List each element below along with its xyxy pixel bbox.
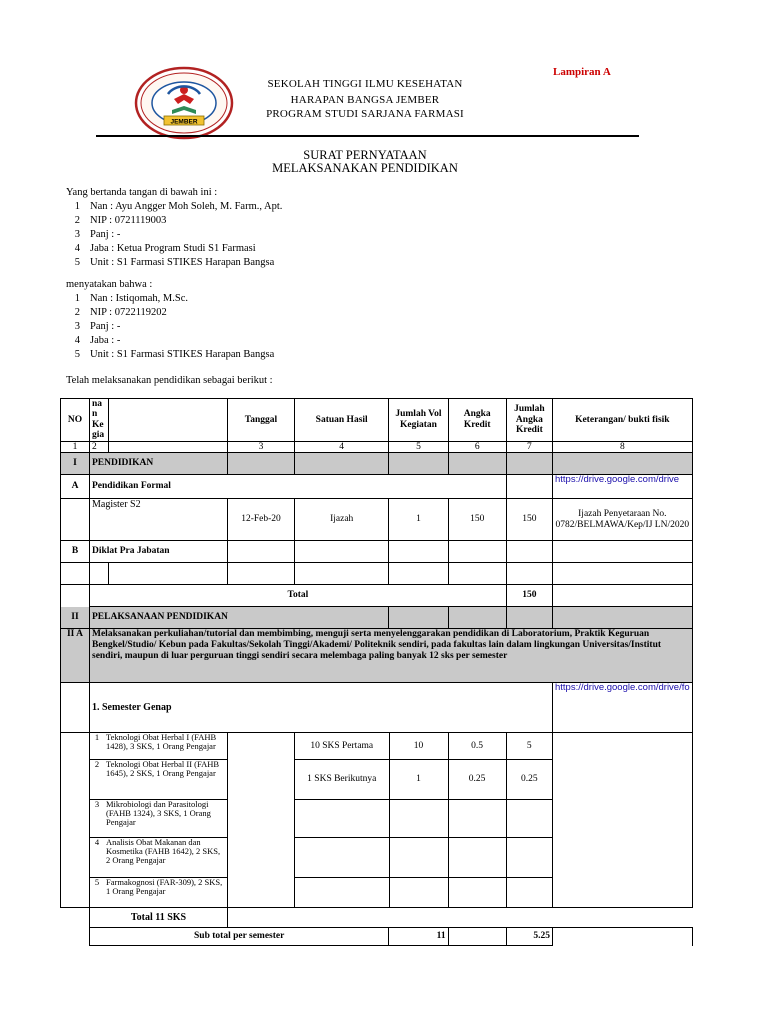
header-divider [96, 135, 639, 137]
row-total-sks [61, 908, 693, 928]
sks-total: 5 [506, 733, 552, 759]
list-number: 2 [74, 307, 80, 318]
institution-name-line-3: PROGRAM STUDI SARJANA FARMASI [266, 108, 464, 120]
table-cell [109, 441, 228, 452]
sks-row [295, 799, 552, 837]
course-name: Teknologi Obat Herbal I (FAHB 1428), 3 SKS, 1 Orang Pengajar [106, 733, 217, 752]
course-item [90, 733, 227, 759]
table-cell [228, 541, 295, 563]
table-cell [506, 541, 552, 563]
table-cell [389, 541, 448, 563]
institution-name-line-1: SEKOLAH TINGGI ILMU KESEHATAN [267, 78, 463, 90]
row-preservice-training [61, 541, 693, 563]
total-value: 150 [506, 585, 552, 607]
table-cell [228, 563, 295, 585]
column-number-row [61, 441, 693, 452]
attachment-label: Lampiran A [553, 66, 611, 78]
course-name: Mikrobiologi dan Parasitologi (FAHB 1324), 3 SKS, 1 Orang Pengajar [106, 799, 211, 827]
signer-position: Jaba : Ketua Program Studi S1 Farmasi [90, 243, 256, 254]
column-number: 4 [295, 441, 389, 452]
table-cell [448, 837, 506, 877]
table-cell [506, 607, 552, 629]
signer-unit: Unit : S1 Farmasi STIKES Harapan Bangsa [90, 257, 275, 268]
column-number: 7 [506, 441, 552, 452]
sks-total: 0.25 [506, 759, 552, 799]
table-cell [448, 563, 506, 585]
header-notes: Keterangan/ bukti fisik [553, 399, 693, 442]
sks-row [295, 877, 552, 907]
course-number: 4 [94, 837, 100, 847]
table-cell [448, 799, 506, 837]
degree-label: Magister S2 [90, 499, 228, 541]
document-title-line-1: SURAT PERNYATAAN [303, 148, 427, 162]
table-cell [61, 928, 90, 946]
list-number: 2 [74, 215, 80, 226]
course-name: Farmakognosi (FAR-309), 2 SKS, 1 Orang Pengajar [106, 877, 223, 896]
course-number: 3 [94, 799, 100, 809]
row-title: Pendidikan Formal [90, 475, 507, 499]
row-magister [61, 499, 693, 541]
table-cell [506, 475, 552, 499]
table-cell [553, 563, 693, 585]
table-cell [553, 928, 693, 946]
table-cell [228, 908, 693, 928]
credit-value: 150 [448, 499, 506, 541]
row-teaching-description [61, 629, 693, 683]
table-cell [448, 928, 506, 946]
section-number: I [61, 453, 90, 475]
row-code: II A [61, 629, 90, 683]
table-cell [61, 585, 90, 607]
table-cell [553, 453, 693, 475]
header-date: Tanggal [228, 399, 295, 442]
semester-label: 1. Semester Genap [90, 683, 553, 733]
performed-label: Telah melaksanakan pendidikan sebagai berikut : [66, 375, 273, 386]
signer-name: Nan : Ayu Angger Moh Soleh, M. Farm., Apt. [90, 201, 283, 212]
course-number: 5 [94, 877, 100, 887]
table-cell [506, 837, 552, 877]
table-cell [506, 453, 552, 475]
signer-rank: Panj : - [90, 229, 121, 240]
sks-row [295, 759, 552, 799]
table-cell [295, 837, 389, 877]
subtotal-volume: 11 [389, 928, 448, 946]
sks-credit: 0.25 [448, 759, 506, 799]
table-cell [109, 563, 228, 585]
sks-unit: 10 SKS Pertama [295, 733, 389, 759]
header-activity: na n Ke gia [90, 399, 109, 442]
column-number: 2 [90, 441, 109, 452]
course-item [90, 799, 227, 837]
column-number: 6 [448, 441, 506, 452]
table-cell [553, 733, 693, 908]
row-letter: B [61, 541, 90, 563]
section-row-education [61, 453, 693, 475]
section-number: II [61, 607, 90, 629]
course-number: 1 [94, 733, 100, 743]
empty-row [61, 563, 693, 585]
total-label: Total [90, 585, 507, 607]
subtotal-label: Sub total per semester [90, 928, 389, 946]
header-unit-result: Satuan Hasil [295, 399, 389, 442]
list-number: 5 [74, 257, 80, 268]
sks-credit: 0.5 [448, 733, 506, 759]
section-title: PENDIDIKAN [90, 453, 228, 475]
table-cell [506, 563, 552, 585]
table-cell [448, 607, 506, 629]
table-cell [61, 908, 90, 928]
table-cell [295, 799, 389, 837]
table-cell [109, 399, 228, 442]
column-number: 8 [553, 441, 693, 452]
table-cell [61, 733, 90, 908]
table-cell [389, 837, 448, 877]
date-value: 12-Feb-20 [228, 499, 295, 541]
table-cell [228, 453, 295, 475]
table-cell [61, 683, 90, 733]
states-label: menyatakan bahwa : [66, 279, 153, 290]
evidence-note: Ijazah Penyetaraan No. 0782/BELMAWA/Kep/IJ LN/2020 [553, 499, 693, 541]
column-number: 3 [228, 441, 295, 452]
table-cell [389, 799, 448, 837]
header-volume: Jumlah Vol Kegiatan [389, 399, 448, 442]
row-semester [61, 683, 693, 733]
subject-name: Nan : Istiqomah, M.Sc. [90, 293, 188, 304]
header-credit: Angka Kredit [448, 399, 506, 442]
list-number: 5 [74, 349, 80, 360]
course-number: 2 [94, 759, 100, 769]
table-cell [389, 877, 448, 907]
list-number: 4 [74, 335, 80, 346]
header-no: NO [61, 399, 90, 442]
table-cell [389, 607, 448, 629]
row-subtotal [61, 928, 693, 946]
sks-row [295, 733, 552, 759]
list-number: 1 [74, 201, 80, 212]
sks-row [295, 837, 552, 877]
sks-unit: 1 SKS Berikutnya [295, 759, 389, 799]
evidence-link[interactable]: https://drive.google.com/drive [553, 475, 693, 499]
subtotal-credit: 5.25 [506, 928, 552, 946]
list-number: 3 [74, 321, 80, 332]
table-cell [389, 563, 448, 585]
table-cell [389, 453, 448, 475]
subject-rank: Panj : - [90, 321, 121, 332]
table-cell [295, 877, 389, 907]
table-cell [553, 607, 693, 629]
sks-calculation [295, 733, 553, 908]
row-letter: A [61, 475, 90, 499]
table-cell [90, 563, 109, 585]
list-number: 1 [74, 293, 80, 304]
table-cell [61, 499, 90, 541]
row-title: Diklat Pra Jabatan [90, 541, 228, 563]
teaching-description: Melaksanakan perkuliahan/tutorial dan membimbing, menguji serta menyelenggarakan pendidikan di Laboratorium, Praktik Keguruan Bengkel/Studio/ Kebun pada Fakultas/Sekolah Tinggi/Akademi/ Politeknik sendiri, pada fakultas lain dalam lingkungan Universitas/Institut sendiri, maupun di luar perguruan tinggi sendiri secara melembaga paling banyak 12 sks per semester [90, 629, 693, 683]
table-cell [295, 563, 389, 585]
document-title-line-2: MELAKSANAKAN PENDIDIKAN [272, 161, 458, 175]
table-cell [553, 541, 693, 563]
table-cell [448, 541, 506, 563]
column-number: 5 [389, 441, 448, 452]
intro-text: Yang bertanda tangan di bawah ini : [66, 187, 218, 198]
table-header-row [61, 399, 693, 442]
total-row [61, 585, 693, 607]
course-name: Teknologi Obat Herbal II (FAHB 1645), 2 SKS, 1 Orang Pengajar [106, 759, 220, 778]
section-title: PELAKSANAAN PENDIDIKAN [90, 607, 389, 629]
section-row-teaching [61, 607, 693, 629]
table-cell [295, 453, 389, 475]
evidence-link[interactable]: https://drive.google.com/drive/fo [553, 683, 693, 733]
svg-text:JEMBER: JEMBER [170, 118, 198, 126]
row-formal-education [61, 475, 693, 499]
subject-position: Jaba : - [90, 335, 121, 346]
course-item [90, 877, 227, 907]
course-item [90, 759, 227, 799]
table-cell [228, 733, 295, 908]
table-cell [506, 799, 552, 837]
row-course-list [61, 733, 693, 908]
table-cell [506, 877, 552, 907]
list-number: 4 [74, 243, 80, 254]
total-credit-value: 150 [506, 499, 552, 541]
volume-value: 1 [389, 499, 448, 541]
institution-logo [134, 66, 234, 140]
list-number: 3 [74, 229, 80, 240]
total-sks-label: Total 11 SKS [90, 908, 228, 928]
unit-result-value: Ijazah [295, 499, 389, 541]
course-item [90, 837, 227, 877]
table-cell [553, 585, 693, 607]
signer-nip: NIP : 0721119003 [90, 215, 167, 226]
sks-volume: 10 [389, 733, 448, 759]
subject-unit: Unit : S1 Farmasi STIKES Harapan Bangsa [90, 349, 275, 360]
table-cell [295, 541, 389, 563]
header-total-credit: Jumlah Angka Kredit [506, 399, 552, 442]
course-list [90, 733, 228, 908]
subject-nip: NIP : 0722119202 [90, 307, 167, 318]
institution-name-line-2: HARAPAN BANGSA JEMBER [290, 94, 440, 106]
education-activity-table [60, 398, 693, 946]
table-cell [448, 877, 506, 907]
table-cell [61, 563, 90, 585]
course-name: Analisis Obat Makanan dan Kosmetika (FAHB 1642), 2 SKS, 2 Orang Pengajar [106, 837, 221, 865]
sks-volume: 1 [389, 759, 448, 799]
column-number: 1 [61, 441, 90, 452]
table-cell [448, 453, 506, 475]
